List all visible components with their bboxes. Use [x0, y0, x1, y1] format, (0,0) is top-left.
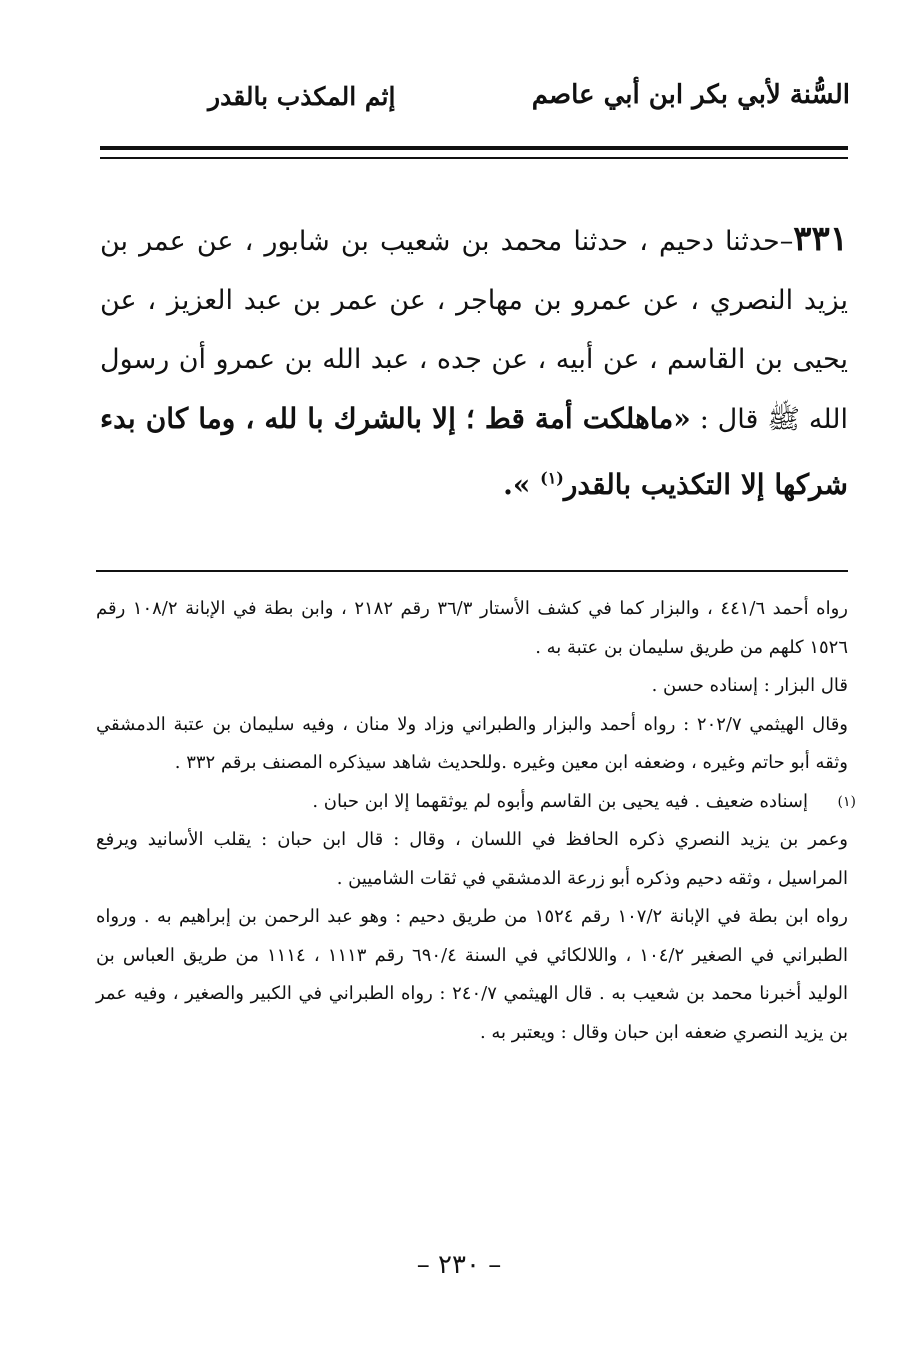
footnote-1 — [96, 783, 856, 822]
page-number: – ٢٣٠ – — [416, 1250, 502, 1280]
footnote-1-text: إسناده ضعيف . فيه يحيى بن القاسم وأبوه لم يوثقهما إلا ابن حبان . — [312, 790, 808, 812]
footnote-reference: (١) — [540, 469, 564, 488]
footnote-marker: (١) — [837, 793, 856, 810]
header-rule-thin — [100, 157, 848, 159]
book-title: السُّنة لأبي بكر ابن أبي عاصم — [531, 80, 850, 110]
hadith-isnad: –حدثنا دحيم ، حدثنا محمد بن شعيب بن شابور ، عن عمر بن يزيد النصري ، عن عمرو بن مهاجر ، عن عمر بن عبد العزيز ، عن يحيى بن القاسم ، عن أبيه ، عن جده ، عبد الله بن عمرو أن رسول الله ﷺ قال : — [100, 226, 848, 435]
footnote-paragraph: رواه أحمد ٤٤١/٦ ، والبزار كما في كشف الأستار ٣٦/٣ رقم ٢١٨٢ ، وابن بطة في الإبانة ١٠٨/٢ رقم ١٥٢٦ كلهم من طريق سليمان بن عتبة به . — [96, 598, 848, 658]
footnote-paragraph: وعمر بن يزيد النصري ذكره الحافظ في اللسان ، وقال : قال ابن حبان : يقلب الأسانيد ويرفع المراسيل ، وثقه دحيم وذكره أبو زرعة الدمشقي في ثقات الشاميين . — [96, 829, 848, 889]
hadith-number: ٣٣١ — [793, 219, 848, 259]
footnote-paragraph: رواه ابن بطة في الإبانة ١٠٧/٢ رقم ١٥٢٤ من طريق دحيم : وهو عبد الرحمن بن إبراهيم به . ورواه الطبراني في الصغير ١٠٤/٢ ، واللالكائي في السنة ٦٩٠/٤ رقم ١١١٣ ، ١١١٤ من طريق العباس بن الوليد أخبرنا محمد بن شعيب به . قال الهيثمي ٢٤٠/٧ : رواه الطبراني في الكبير والصغير ، وفيه عمر بن يزيد النصري ضعفه ابن حبان وقال : ويعتبر به . — [96, 906, 848, 1043]
footnote-paragraph: قال البزار : إسناده حسن . — [651, 675, 848, 696]
header-rule-thick — [100, 146, 848, 150]
footnote-separator — [96, 570, 848, 572]
hadith-block — [100, 210, 848, 515]
footnote-paragraph: وقال الهيثمي ٢٠٢/٧ : رواه أحمد والبزار والطبراني وزاد ولا منان ، وفيه سليمان بن عتبة الدمشقي وثقه أبو حاتم وغيره ، وضعفه ابن معين وغيره .وللحديث شاهد سيذكره المصنف برقم ٣٣٢ . — [96, 713, 848, 773]
footnotes — [96, 590, 856, 1052]
running-header — [98, 72, 850, 122]
hadith-quote-end: ». — [503, 468, 531, 502]
hadith-quote: «ماهلكت أمة قط ؛ إلا بالشرك با لله ، وما كان بدء شركها إلا التكذيب بالقدر — [100, 402, 848, 502]
chapter-title: إثم المكذب بالقدر — [208, 82, 396, 111]
